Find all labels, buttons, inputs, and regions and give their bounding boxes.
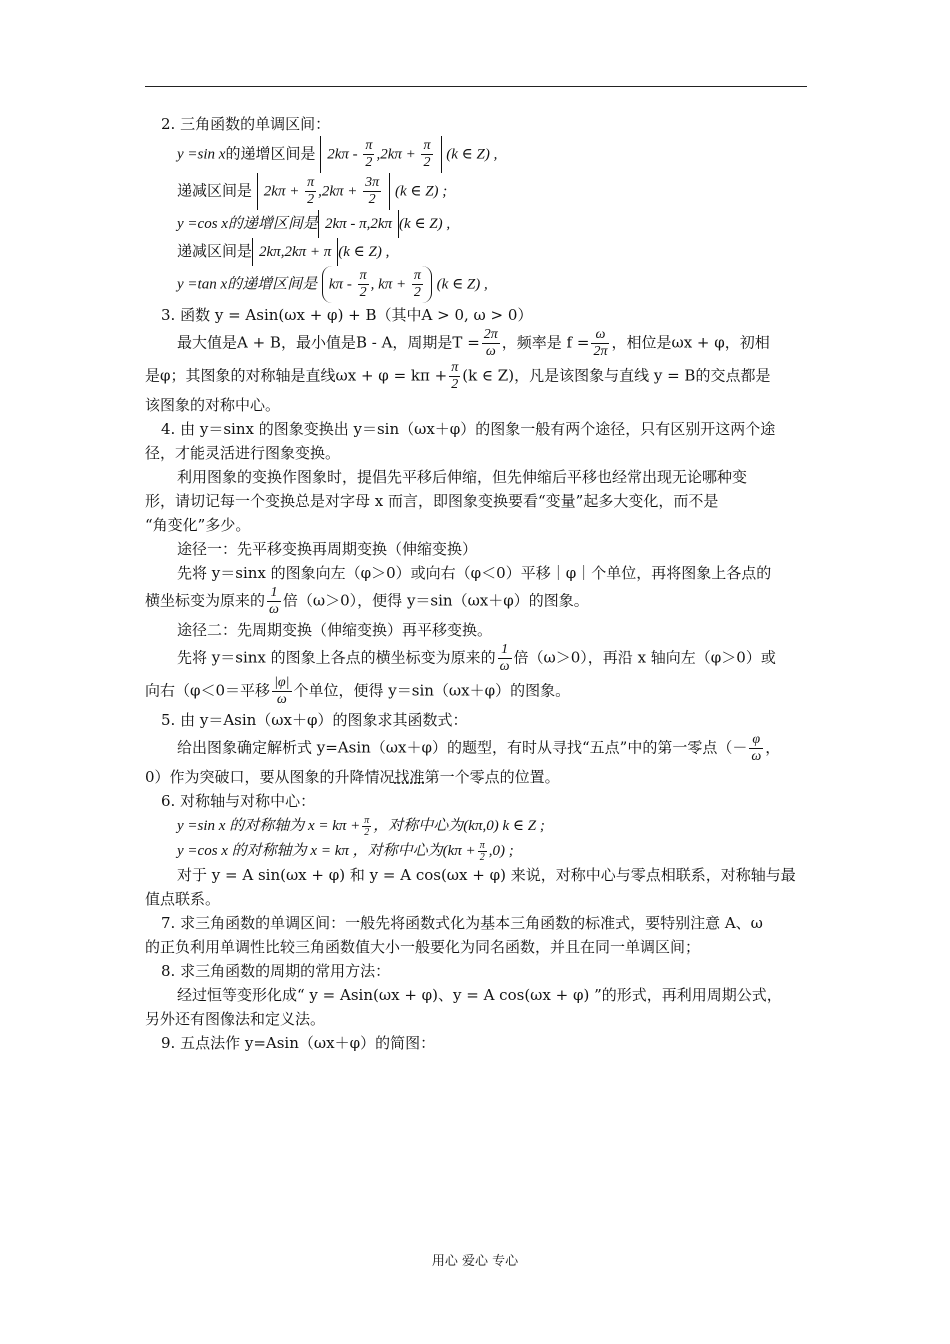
frac-den: 2 [423, 155, 431, 170]
frac-num: π [423, 138, 431, 153]
sin-dec-interval [257, 173, 390, 210]
frac-den: 2 [364, 826, 370, 838]
fraction-pi-over-2 [305, 175, 316, 208]
frac-num: π [359, 268, 367, 283]
frac-num: |φ| [274, 675, 290, 690]
fraction-pi-over-2-small [362, 815, 371, 838]
text: 横坐标变为原来的 [145, 591, 266, 610]
text: 倍（ω＞0），再沿 x 轴向左（φ＞0）或 [513, 648, 776, 667]
section-3-line-2 [145, 360, 807, 393]
text: 向右（φ＜0＝平移 [145, 681, 271, 700]
cos-increasing-line [145, 210, 807, 238]
cos-inc-interval: 2kπ - π,2kπ [318, 210, 399, 238]
text: 0）作为突破口，要从图象的升降情况 [145, 768, 395, 786]
section-7-p1b: 的正负利用单调性比较三角函数值大小一般要化为同名函数，并且在同一单调区间； [145, 938, 701, 956]
frac-num: π [365, 138, 373, 153]
way-one-a: 先将 y＝sinx 的图象向左（φ＞0）或向右（φ＜0）平移｜φ｜个单位，再将图象上各点的 [177, 564, 772, 582]
text: 先将 y＝sinx 的图象上各点的横坐标变为原来的 [177, 648, 496, 667]
interval-end: , kπ + [370, 276, 410, 293]
frac-den: 2 [451, 377, 459, 392]
frac-den: ω [276, 692, 287, 707]
section-4-p1: 4. 由 y＝sinx 的图象变换出 y＝sin（ωx＋φ）的图象一般有两个途径，只有区别开这两个途 [161, 420, 776, 438]
section-3-line-3: 该图象的对称中心。 [145, 396, 281, 414]
text: y =cos x 的对称轴为 x = kπ ，对称中心为(kπ + [177, 843, 476, 859]
interval-start: 2kπ + [263, 183, 304, 200]
tan-increasing-line [145, 266, 807, 303]
way-two-b [145, 675, 807, 708]
cos-dec-text: 递减区间是 [177, 242, 253, 260]
way-two-title: 途径二：先周期变换（伸缩变换）再平移变换。 [177, 621, 493, 639]
section-9-title: 9. 五点法作 y=Asin（ωx＋φ）的简图： [161, 1034, 436, 1052]
sin-dec-text: 递减区间是 [177, 181, 253, 200]
way-two-a [145, 642, 807, 675]
text: ， [765, 738, 781, 757]
sin-axis-line [145, 813, 807, 838]
sin-increasing-line [145, 136, 807, 173]
fraction-pi-over-2 [421, 138, 432, 171]
fraction-2pi-over-omega [482, 327, 500, 360]
interval-end: ,2kπ + [318, 183, 362, 200]
interval-start: kπ - [328, 276, 356, 293]
text: ，频率是 f = [501, 333, 590, 352]
cos-axis-line [145, 838, 807, 863]
section-8-title: 8. 求三角函数的周期的常用方法： [161, 962, 391, 980]
k-in-z: (k ∈ Z) , [338, 244, 390, 260]
frac-num: 3π [365, 175, 380, 190]
sin-inc-text: 的递增区间是 [225, 144, 316, 163]
text: ，相位是ωx + φ，初相 [611, 333, 770, 352]
frac-num: ω [591, 327, 609, 344]
frac-den: ω [751, 749, 762, 764]
text: 倍（ω＞0），便得 y＝sin（ωx＋φ）的图象。 [282, 591, 589, 610]
section-5-title: 5. 由 y＝Asin（ωx＋φ）的图象求其函数式： [161, 711, 468, 729]
fraction-pi-over-2 [363, 138, 374, 171]
tan-inc-interval [322, 266, 432, 303]
fraction-pi-over-2-small [478, 840, 487, 863]
frac-den: 2 [368, 192, 376, 207]
sin-inc-interval [320, 136, 441, 173]
cos-dec-interval: 2kπ,2kπ + π [252, 238, 338, 266]
k-in-z: (k ∈ Z) , [399, 216, 451, 232]
interval-end: ,2kπ + [376, 146, 420, 163]
section-4-p2: 利用图象的变换作图象时，提倡先平移后伸缩，但先伸缩后平移也经常出现无论哪种变 [177, 468, 748, 486]
fraction-absphi-over-omega [272, 675, 291, 708]
fraction-3pi-over-2 [363, 175, 381, 208]
k-in-z: (k ∈ Z) ; [394, 183, 448, 200]
frac-num: π [451, 360, 459, 375]
frac-num: π [479, 839, 485, 851]
page-footer: 用心 爱心 专心 [431, 1254, 519, 1269]
section-6-p1: 对于 y = A sin(ωx + φ) 和 y = A cos(ωx + φ) 来说，对称中心与零点相联系，对称轴与最 [177, 866, 796, 884]
k-in-z: (k ∈ Z) , [446, 146, 498, 163]
text: ,0) ; [488, 843, 514, 859]
frac-den: 2 [359, 285, 367, 300]
cos-inc-text: y =cos x的递增区间是 [177, 216, 318, 232]
frac-den: ω [269, 602, 279, 617]
text: (k ∈ Z)，凡是该图象与直线 y = B的交点都是 [462, 366, 771, 385]
section-6-title: 6. 对称轴与对称中心： [161, 792, 316, 810]
fraction-1-over-omega [498, 642, 512, 675]
section-5-p2 [145, 765, 807, 789]
frac-den: 2 [365, 155, 373, 170]
section-6-p1b: 值点联系。 [145, 890, 221, 908]
emphasized-text: 找准 [394, 768, 425, 786]
way-one-title: 途径一：先平移变换再周期变换（伸缩变换） [177, 540, 478, 558]
frac-num: π [413, 268, 421, 283]
text: ，对称中心为(kπ,0) k ∈ Z ; [373, 818, 545, 834]
frac-den: 2 [307, 192, 315, 207]
fraction-1-over-omega [267, 585, 281, 618]
header-rule [145, 86, 807, 87]
way-one-b [145, 585, 807, 618]
interval-start: 2kπ - [327, 146, 362, 163]
text: 个单位，便得 y＝sin（ωx＋φ）的图象。 [293, 681, 571, 700]
section-4-p1b: 径，才能灵活进行图象变换。 [145, 444, 341, 462]
frac-den: 2 [413, 285, 421, 300]
cos-decreasing-line [145, 238, 807, 266]
text: 第一个零点的位置。 [424, 768, 560, 786]
fraction-omega-over-2pi [591, 327, 609, 360]
frac-num: 2π [483, 327, 498, 342]
fraction-pi-over-2 [412, 268, 423, 301]
section-5-p1 [145, 732, 807, 765]
document-body [145, 112, 807, 1055]
sin-decreasing-line [145, 173, 807, 210]
frac-num: 1 [267, 585, 281, 602]
section-8-p1: 经过恒等变形化成“ y = Asin(ωx + φ)、y = A cos(ωx + φ) ”的形式，再利用周期公式， [177, 986, 782, 1004]
frac-den: 2 [479, 851, 485, 863]
section-3-title: 3. 函数 y = Asin(ωx + φ) + B（其中A > 0, ω > 0） [161, 306, 533, 324]
sin-lead: y =sin x [177, 146, 226, 163]
frac-den: ω [485, 344, 496, 359]
section-2-title: 2. 三角函数的单调区间： [161, 115, 331, 133]
k-in-z: (k ∈ Z) , [436, 276, 488, 293]
text: 给出图象确定解析式 y=Asin（ωx＋φ）的题型，有时从寻找“五点”中的第一零点（－ [177, 738, 748, 757]
section-8-p1b: 另外还有图像法和定义法。 [145, 1010, 326, 1028]
frac-num: φ [749, 732, 763, 749]
frac-num: π [307, 175, 315, 190]
section-4-p2b: 形，请切记每一个变换总是对字母 x 而言，即图象变换要看“变量”起多大变化，而不是 [145, 492, 719, 510]
frac-den: ω [499, 659, 510, 674]
fraction-pi-over-2 [449, 360, 460, 393]
fraction-pi-over-2 [358, 268, 369, 301]
tan-inc-text: y =tan x的递增区间是 [177, 276, 318, 293]
section-7-p1: 7. 求三角函数的单调区间：一般先将函数式化为基本三角函数的标准式，要特别注意 A、ω [161, 914, 763, 932]
section-4-p2c: “角变化”多少。 [145, 516, 251, 534]
frac-num: 1 [498, 642, 512, 659]
frac-num: π [364, 814, 370, 826]
section-3-line-1 [145, 327, 807, 360]
text: 最大值是A + B，最小值是B - A，周期是T = [177, 333, 480, 352]
text: 是φ；其图象的对称轴是直线ωx + φ = kπ + [145, 366, 448, 385]
fraction-phi-over-omega [749, 732, 763, 765]
frac-den: 2π [593, 344, 608, 359]
text: y =sin x 的对称轴为 x = kπ + [177, 818, 361, 834]
